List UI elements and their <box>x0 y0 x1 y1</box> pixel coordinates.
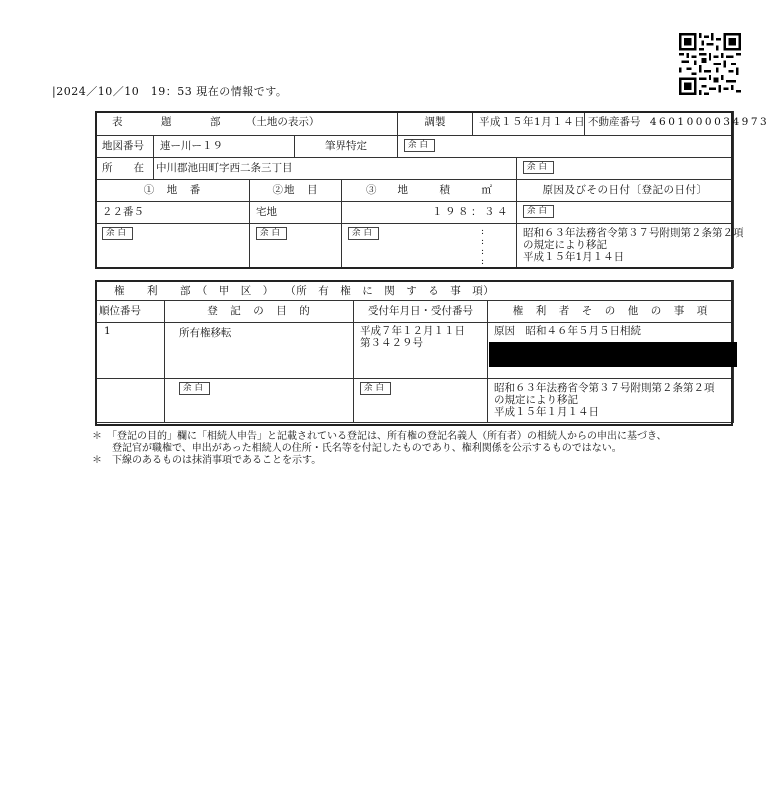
col-cause-header: 原因及びその日付〔登記の日付〕 <box>517 180 734 202</box>
row2-date <box>354 379 488 423</box>
chizu-value: 連ー川ー１９ <box>154 136 295 158</box>
hikkai-label: 筆界特定 <box>295 136 398 158</box>
row1-cause: 原因 昭和４６年５月５日相続 <box>494 325 641 337</box>
yohaku-stamp: 余白 <box>404 139 435 152</box>
col-chiban-header: ① 地 番 <box>96 180 250 202</box>
col-chiseki-header: ③ 地 積 ㎡ <box>342 180 517 202</box>
yohaku-stamp: 余白 <box>256 227 287 240</box>
row1-date: 平成７年１２月１１日 <box>360 325 465 337</box>
col-rights-header: 権 利 者 そ の 他 の 事 項 <box>488 301 734 323</box>
fudosan-label: 不動産番号 <box>588 116 641 128</box>
row2-line: 昭和６３年法務省令第３７号附則第２条第２項 <box>494 382 715 394</box>
yohaku-stamp: 余白 <box>348 227 379 240</box>
dotted-divider: : : : : <box>480 227 484 267</box>
kenri-title: 権 利 部 （ 甲 区 ） （所 有 権 に 関 す る 事 項） <box>96 281 734 301</box>
hyodai-title-cell <box>96 112 398 136</box>
hyodai-subtitle: （土地の表示） <box>245 116 320 128</box>
row-yohaku-1 <box>96 224 250 268</box>
redaction-bar <box>489 342 737 367</box>
cause-line: 昭和６３年法務省令第３７号附則第２条第２項 <box>523 227 744 239</box>
col-purpose-header: 登 記 の 目 的 <box>165 301 354 323</box>
print-status: 現在の情報です。 <box>196 85 288 98</box>
hyodai-title: 表 題 部 <box>112 116 235 128</box>
row2-purpose <box>165 379 354 423</box>
yohaku-stamp: 余白 <box>179 382 210 395</box>
shozai-value: 中川郡池田町字西二条三丁目 <box>154 158 517 180</box>
hikkai-value <box>398 136 734 158</box>
chiban-cause <box>517 202 734 224</box>
footnote-line: ＊ 下線のあるものは抹消事項であることを示す。 <box>92 455 322 466</box>
row-yohaku-3 <box>342 224 517 268</box>
chiban-value: ２２番５ <box>96 202 250 224</box>
row2-line: の規定により移記 <box>494 394 578 406</box>
chosei-value: 平成１５年1月１４日 <box>473 112 585 136</box>
print-header: |2024／10／10 19：53 現在の情報です。 <box>52 85 288 98</box>
chizu-label: 地図番号 <box>96 136 154 158</box>
col-rank-header: 順位番号 <box>96 301 165 323</box>
yohaku-stamp: 余白 <box>102 227 133 240</box>
hyodai-table <box>95 111 770 268</box>
col-chimoku-header: ②地 目 <box>250 180 342 202</box>
row1-date-cell <box>354 323 488 379</box>
yohaku-stamp: 余白 <box>523 161 554 174</box>
footnote-line: 登記官が職権で、申出があった相続人の住所・氏名等を付記したものであり、権利関係を公示するものではない。 <box>92 443 622 454</box>
qr-code-icon <box>679 33 741 95</box>
chosei-label: 調製 <box>398 112 473 136</box>
shozai-cause <box>517 158 734 180</box>
row1-purpose: 所有権移転 <box>165 323 354 379</box>
yohaku-stamp: 余白 <box>360 382 391 395</box>
footnotes <box>92 431 667 467</box>
row2-rights-cell <box>488 379 734 423</box>
fudosan-cell <box>585 112 770 136</box>
cause-line: 平成１５年1月１４日 <box>523 251 625 263</box>
shozai-label: 所 在 <box>96 158 154 180</box>
row2-line: 平成１５年１月１４日 <box>494 406 599 418</box>
print-timestamp: 2024／10／10 19：53 <box>56 85 193 98</box>
fudosan-value: 4601000034973 <box>649 116 770 128</box>
yohaku-stamp: 余白 <box>523 205 554 218</box>
chiseki-value: １９８：３４ <box>342 202 517 224</box>
chimoku-value: 宅地 <box>250 202 342 224</box>
row1-number: 第３４２９号 <box>360 337 423 349</box>
row1-rank: 1 <box>96 323 165 379</box>
row2-rank <box>96 379 165 423</box>
footnote-line: ＊ 「登記の目的」欄に「相続人申告」と記載されている登記は、所有権の登記名義人（所有者）の相続人からの申出に基づき、 <box>92 431 667 442</box>
col-date-header: 受付年月日・受付番号 <box>354 301 488 323</box>
row-yohaku-2 <box>250 224 342 268</box>
cause-line: の規定により移記 <box>523 239 607 251</box>
iki-cause <box>517 224 744 268</box>
